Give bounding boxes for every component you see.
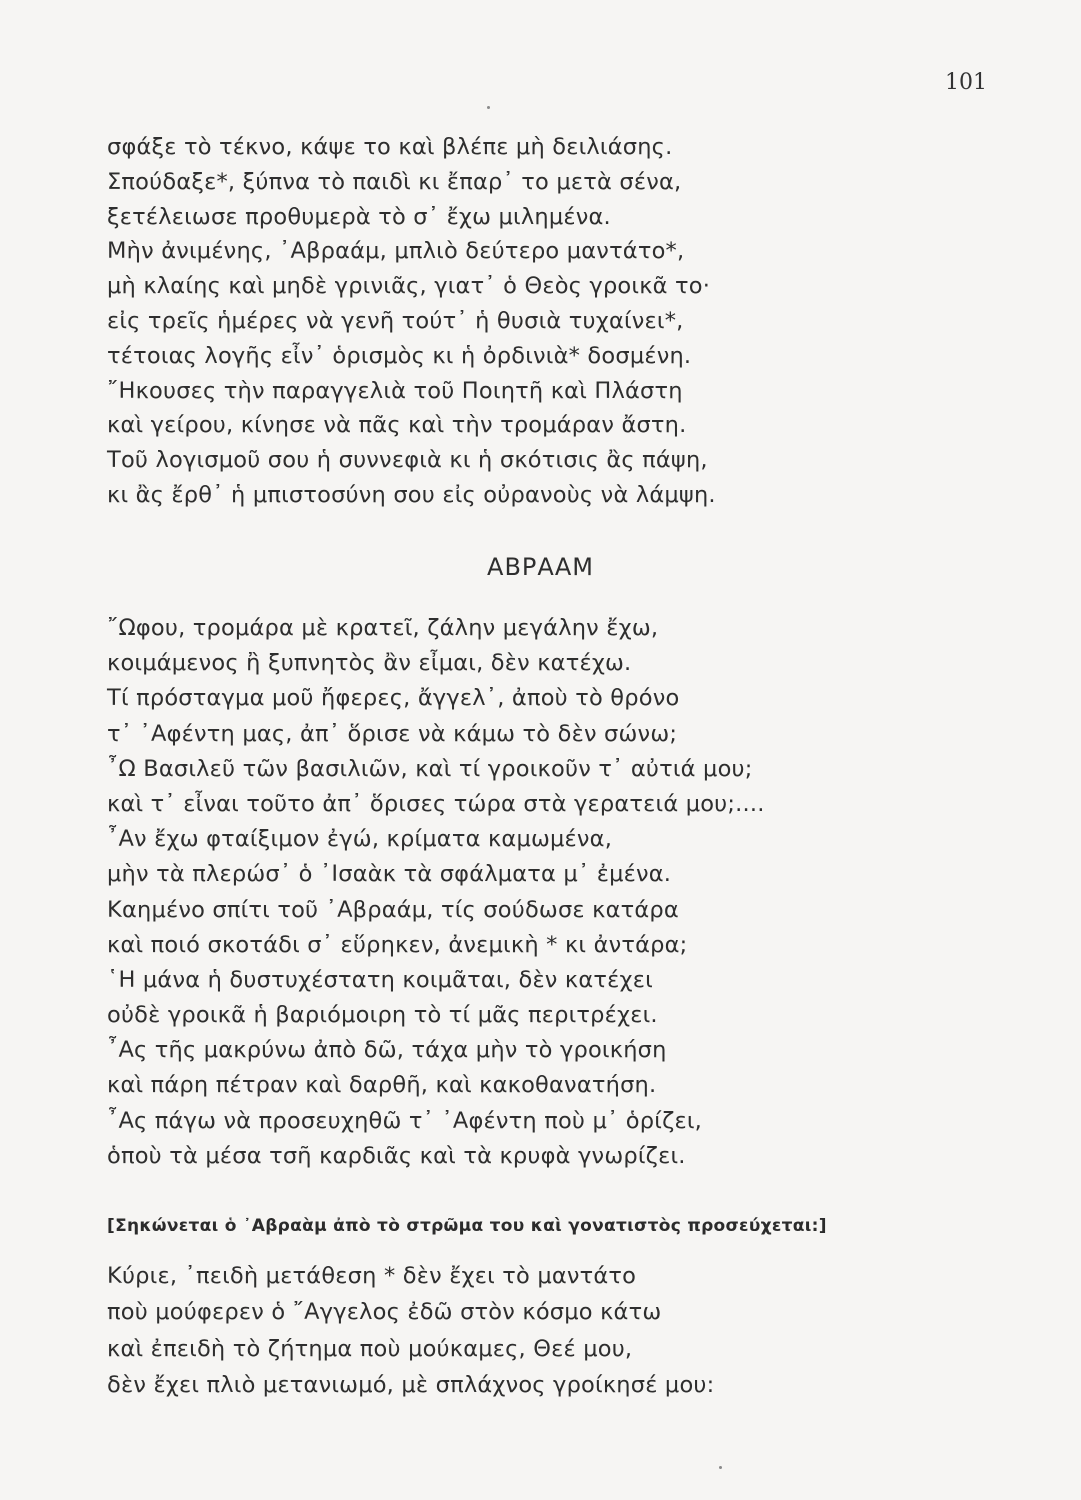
verse-line: ῎Ηκουσες τὴν παραγγελιὰ τοῦ Ποιητῆ καὶ Πλάστη — [107, 377, 683, 404]
verse-line: δὲν ἔχει πλιὸ μετανιωμό, μὲ σπλάχνος γροίκησέ μου: — [107, 1371, 715, 1398]
verse-line: Καημένο σπίτι τοῦ ᾿Αβραάμ, τίς σούδωσε κατάρα — [107, 896, 679, 923]
speaker-heading: ΑΒΡΑΑΜ — [487, 553, 594, 581]
verse-line: τ᾿ ᾿Αφέντη μας, ἀπ᾿ ὅρισε νὰ κάμω τὸ δὲν σώνω; — [107, 720, 678, 747]
stage-direction: [Σηκώνεται ὁ ᾿Αβραὰμ ἀπὸ τὸ στρῶμα του καὶ γονατιστὸς προσεύχεται:] — [107, 1216, 827, 1236]
verse-line: καὶ ποιό σκοτάδι σ᾿ εὕρηκεν, ἀνεμικὴ * κι ἀντάρα; — [107, 931, 688, 958]
verse-line: Τοῦ λογισμοῦ σου ἡ συννεφιὰ κι ἡ σκότισις ἂς πάψη, — [107, 447, 708, 474]
verse-line: εἰς τρεῖς ἡμέρες νὰ γενῆ τούτ᾿ ἡ θυσιὰ τυχαίνει*, — [107, 307, 684, 334]
paper-speck — [719, 1466, 722, 1469]
verse-line: κι ἂς ἔρθ᾿ ἡ μπιστοσύνη σου εἰς οὐρανοὺς νὰ λάμψη. — [107, 481, 716, 508]
verse-line: Κύριε, ᾿πειδὴ μετάθεση * δὲν ἔχει τὸ μαντάτο — [107, 1263, 637, 1289]
verse-line: καὶ πάρη πέτραν καὶ δαρθῆ, καὶ κακοθανατήση. — [107, 1072, 657, 1099]
verse-line: οὐδὲ γροικᾶ ἡ βαριόμοιρη τὸ τί μᾶς περιτρέχει. — [107, 1002, 658, 1029]
verse-line: ποὺ μούφερεν ὁ ῎Αγγελος ἐδῶ στὸν κόσμο κάτω — [107, 1299, 662, 1326]
page-number: 101 — [945, 70, 987, 95]
verse-line: καὶ γείρου, κίνησε νὰ πᾶς καὶ τὴν τρομάραν ἄστη. — [107, 412, 687, 439]
verse-line: ῎Ωφου, τρομάρα μὲ κρατεῖ, ζάλην μεγάλην ἔχω, — [107, 615, 659, 641]
verse-line: κοιμάμενος ἢ ξυπνητὸς ἂν εἶμαι, δὲν κατέχω. — [107, 650, 632, 677]
verse-line: ῏Ας τῆς μακρύνω ἀπὸ δῶ, τάχα μὴν τὸ γροικήση — [107, 1037, 667, 1064]
verse-line: ξετέλειωσε προθυμερὰ τὸ σ᾿ ἔχω μιλημένα. — [107, 203, 611, 230]
verse-stanza-abraham — [107, 611, 887, 1174]
verse-line: Τί πρόσταγμα μοῦ ἤφερες, ἄγγελ᾿, ἀποὺ τὸ θρόνο — [107, 685, 680, 712]
verse-line: τέτοιας λογῆς εἶν᾿ ὁρισμὸς κι ἡ ὀρδινιὰ* δοσμένη. — [107, 342, 692, 369]
verse-line: μὴ κλαίης καὶ μηδὲ γρινιᾶς, γιατ᾿ ὁ Θεὸς γροικᾶ το· — [107, 273, 711, 300]
verse-line: καὶ ἐπειδὴ τὸ ζήτημα ποὺ μούκαμες, Θεέ μου, — [107, 1335, 633, 1362]
paper-speck — [487, 106, 490, 109]
verse-line: καὶ τ᾿ εἶναι τοῦτο ἀπ᾿ ὅρισες τώρα στὰ γερατειά μου;.... — [107, 790, 765, 817]
verse-line: μὴν τὰ πλερώσ᾿ ὁ ᾿Ισαὰκ τὰ σφάλματα μ᾿ ἐμένα. — [107, 861, 672, 888]
verse-line: ῏Αν ἔχω φταίξιμον ἐγώ, κρίματα καμωμένα, — [107, 826, 613, 853]
verse-line: ῏Ας πάγω νὰ προσευχηθῶ τ᾿ ᾿Αφέντη ποὺ μ᾿ ὁρίζει, — [107, 1107, 703, 1134]
verse-line: ὁποὺ τὰ μέσα τσῆ καρδιᾶς καὶ τὰ κρυφὰ γνωρίζει. — [107, 1142, 686, 1169]
verse-line: Μὴν ἀνιμένης, ᾿Αβραάμ, μπλιὸ δεύτερο μαντάτο*, — [107, 238, 685, 265]
verse-stanza-angel — [107, 130, 887, 513]
verse-line: ῾Η μάνα ἡ δυστυχέστατη κοιμᾶται, δὲν κατέχει — [107, 966, 653, 993]
verse-stanza-prayer — [107, 1258, 887, 1403]
verse-line: ῏Ω Βασιλεῦ τῶν βασιλιῶν, καὶ τί γροικοῦν τ᾿ αὐτιά μου; — [107, 755, 753, 782]
verse-line: σφάξε τὸ τέκνο, κάψε το καὶ βλέπε μὴ δειλιάσης. — [107, 134, 673, 160]
verse-line: Σπούδαξε*, ξύπνα τὸ παιδὶ κι ἔπαρ᾿ το μετὰ σένα, — [107, 168, 682, 195]
